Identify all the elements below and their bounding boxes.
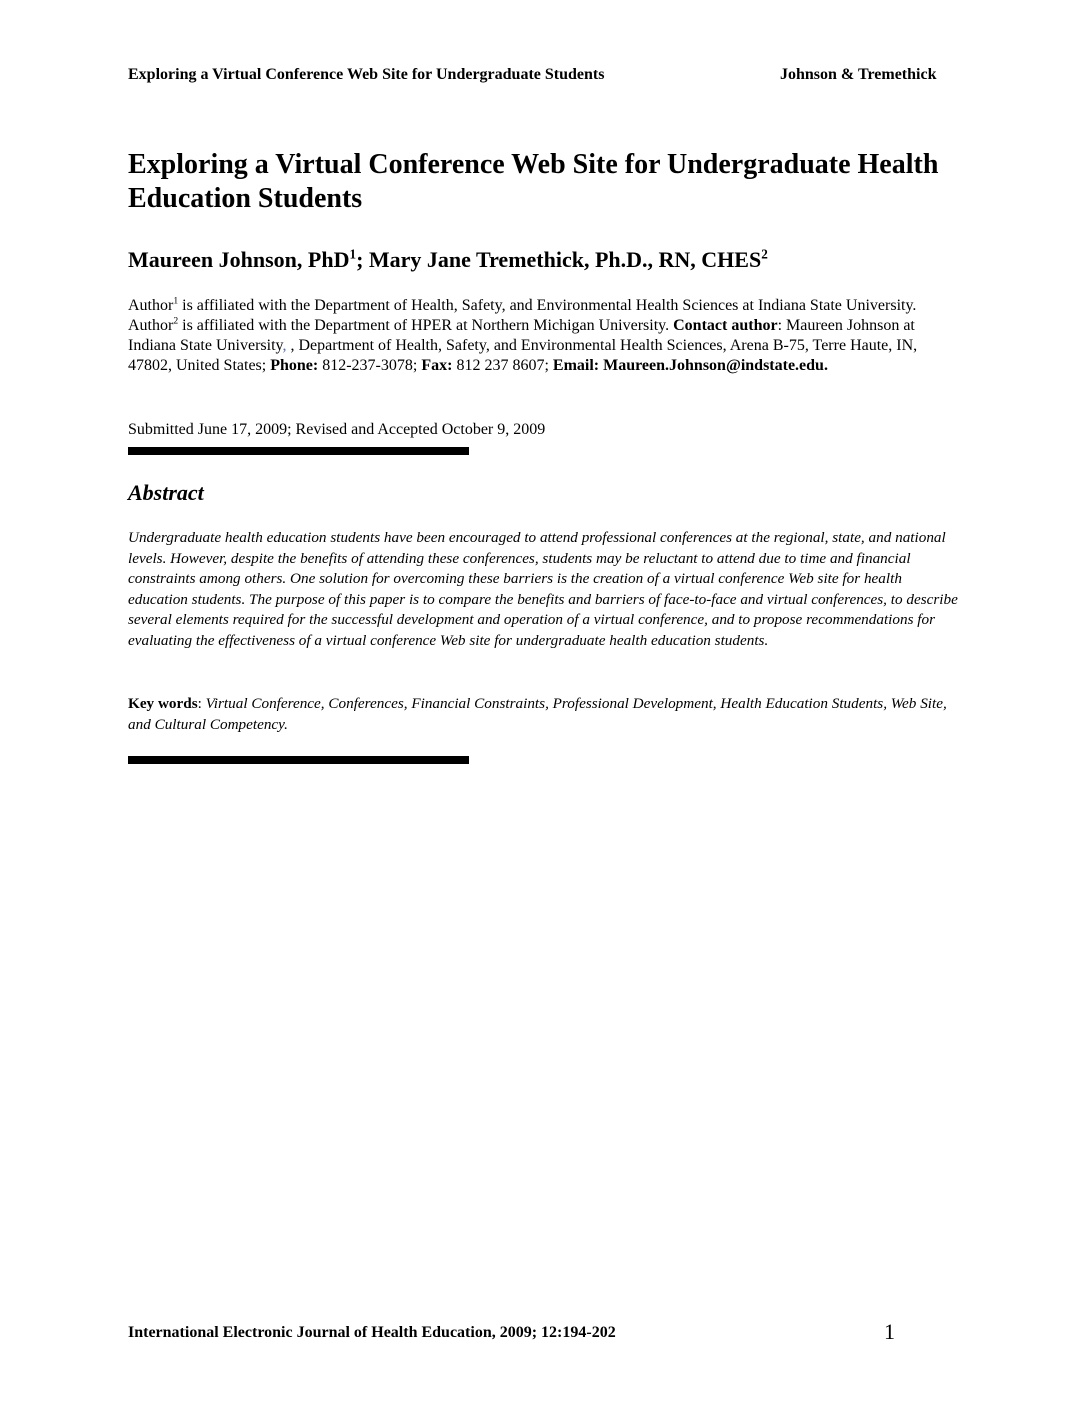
fax-value: 812 237 8607;	[452, 357, 553, 374]
email-label: Email:	[552, 357, 600, 374]
contact-author-label: Contact author	[673, 317, 778, 334]
journal-citation: International Electronic Journal of Health Education, 2009; 12:194-202	[128, 1324, 616, 1341]
keywords-list: Virtual Conference, Conferences, Financial Constraints, Professional Development, Health Education Students, Web Site, and Cultural Competency.	[128, 695, 947, 733]
divider-top	[128, 447, 469, 455]
running-authors: Johnson & Tremethick	[780, 66, 937, 83]
phone-label: Phone:	[270, 357, 319, 374]
affil-author-label: Author	[128, 297, 174, 314]
submission-dates: Submitted June 17, 2009; Revised and Accepted October 9, 2009	[128, 421, 546, 438]
keywords-separator: :	[197, 695, 206, 712]
contact-text-1: : Maureen Johnson at Indiana State University	[128, 317, 915, 354]
running-title: Exploring a Virtual Conference Web Site for Undergraduate Students	[128, 66, 605, 83]
author-1-superscript: 1	[349, 246, 357, 262]
affil-text-1: is affiliated with the Department of Health, Safety, and Environmental Health Sciences at Indiana State University. Author	[128, 297, 917, 334]
keywords	[128, 694, 958, 735]
affil-sup-2: 2	[173, 315, 179, 327]
keywords-label: Key words	[128, 695, 198, 712]
contact-link[interactable]: ,	[282, 337, 287, 354]
author-line	[128, 247, 968, 273]
author-2-superscript: 2	[761, 246, 768, 262]
phone-value: 812-237-3078;	[318, 357, 422, 374]
abstract-text: Undergraduate health education students have been encouraged to attend professional conferences at the regional, state, and national levels. However, despite the benefits of attending these conferences, students may be reluctant to attend due to time and financial constraints among others. One solution for overcoming these barriers is the creation of a virtual conference Web site for health education students. The purpose of this paper is to compare the benefits and barriers of face-to-face and virtual conferences, to describe several elements required for the successful development and operation of a virtual conference, and to propose recommendations for evaluating the effectiveness of a virtual conference Web site for undergraduate health education students.	[128, 529, 958, 649]
article-title: Exploring a Virtual Conference Web Site for Undergraduate Health Education Students	[128, 149, 939, 214]
affiliation-block	[128, 296, 958, 376]
author-1: Maureen Johnson, PhD	[128, 247, 350, 272]
affil-sup-1: 1	[173, 295, 179, 307]
email-value[interactable]: Maureen.Johnson@indstate.edu.	[599, 357, 828, 374]
page-number: 1	[884, 1319, 895, 1344]
divider-bottom	[128, 756, 469, 764]
contact-text-2: , Department of Health, Safety, and Environmental Health Sciences, Arena B-75, Terre Haute, IN, 47802, United States;	[128, 337, 918, 374]
fax-label: Fax:	[421, 357, 453, 374]
author-separator: ;	[356, 247, 369, 272]
author-2: Mary Jane Tremethick, Ph.D., RN, CHES	[368, 247, 762, 272]
abstract-heading: Abstract	[128, 480, 204, 505]
affil-text-2: is affiliated with the Department of HPER at Northern Michigan University.	[178, 317, 674, 334]
